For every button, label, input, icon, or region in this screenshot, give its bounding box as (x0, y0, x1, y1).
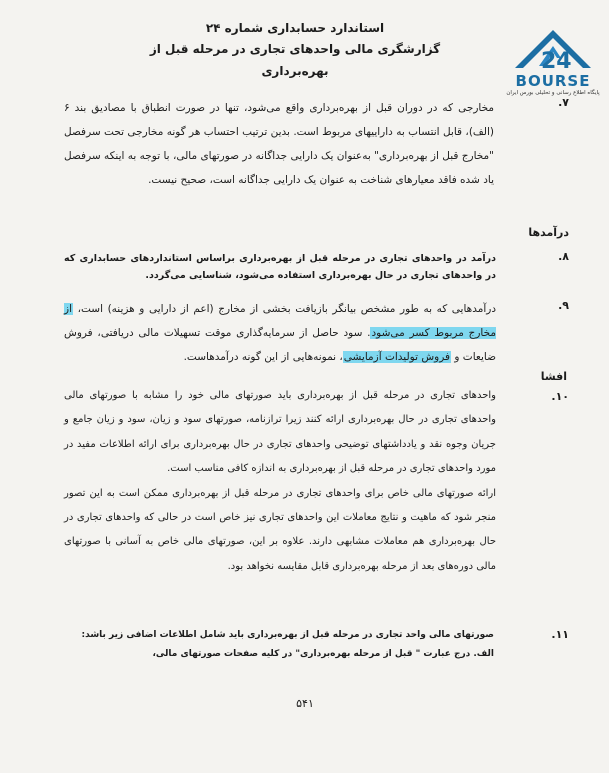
paragraph-11-text: صورتهای مالی واحد تجاری در مرحله قبل از بهره‌برداری باید شامل اطلاعات اضافی زیر باشد: (81, 630, 494, 640)
highlighted-text: فروش تولیدات آزمایشی (343, 351, 451, 363)
page-header (130, 18, 460, 82)
highlighted-text: از مخارج مربوط کسر می‌شود (64, 303, 497, 339)
paragraph-11 (56, 626, 494, 664)
paragraph-8: درآمد در واحدهای تجاری در مرحله قبل از بهره‌برداری براساس استانداردهای حسابداری که در واحدهای تجاری در حال بهره‌برداری استفاده می‌شود، شناسایی می‌گردد. (64, 253, 496, 281)
paragraph-number: ۹. (558, 299, 569, 312)
paragraph-number: ۷. (558, 96, 569, 109)
paragraph-7: مخارجی که در دوران قبل از بهره‌برداری واقع می‌شود، تنها در صورت انطباق با مصادیق بند ۶ (الف)، قابل انتساب به داراییهای مربوط است. بدین ترتیب احتساب هر گونه مخارجی تحت سرفصل "مخارج قبل از بهره‌برداری" به‌عنوان یک دارایی جداگانه در صورتهای مالی، با توجه به اینکه سرفصل یاد شده فاقد معیارهای شناخت به عنوان یک دارایی جداگانه است، صحیح نیست. (64, 102, 494, 186)
paragraph-9-text: ، نمونه‌هایی از این گونه درآمدهاست. (183, 351, 343, 363)
section-heading-revenues: درآمدها (528, 226, 569, 239)
logo-tagline: پایگاه اطلاع رسانی و تحلیلی بورس ایران (506, 90, 600, 96)
logo-wordmark: BOURSE (515, 72, 591, 90)
paragraph-11-item-a: الف. درج عبارت " قبل از مرحله بهره‌برداری" در کلیه صفحات صورتهای مالی، (152, 649, 494, 659)
paragraph-number: ۸. (558, 250, 569, 263)
paragraph-10-part-2: ارائه صورتهای مالی خاص برای واحدهای تجاری در مرحله قبل از بهره‌برداری ممکن است به این تصور منجر شود که ماهیت و نتایج معاملات این واحدهای تجاری نیز خاص است در حالی که واحدهای تجاری در حال بهره‌برداری هم معاملات مشابهی دارند. علاوه بر این، صورتهای مالی خاص به آسانی با صورتهای مالی دوره‌های بعد از مرحله بهره‌برداری قابل مقایسه نخواهد بود. (64, 487, 496, 572)
paragraph-10 (64, 384, 496, 579)
paragraph-9 (64, 297, 496, 369)
paragraph-10-part-1: واحدهای تجاری در مرحله قبل از بهره‌برداری باید صورتهای مالی خود را مشابه با صورتهای مالی واحدهای تجاری در حال بهره‌برداری ارائه کنند زیرا ترازنامه، صورتهای سود و زیان، سود و زیان جامع و جریان وجوه نقد و یادداشتهای توضیحی واحدهای تجاری در حال بهره‌برداری برای ارائه اطلاعات مفید در مورد واحدهای تجاری در مرحله قبل از بهره‌برداری به اندازه کافی مناسب است. (64, 390, 496, 475)
svg-text:24: 24 (541, 49, 572, 74)
paragraph-9-text: . سود حاصل از سرمایه‌گذاری موقت تسهیلات مالی دریافتی، فروش ضایعات و (64, 327, 496, 363)
paragraph-number: ۱۱. (551, 628, 569, 641)
page-subtitle: گزارشگری مالی واحدهای تجاری در مرحله قبل از بهره‌برداری (149, 42, 441, 78)
page-number: ۵۴۱ (296, 697, 314, 710)
paragraph-9-text: درآمدهایی که به طور مشخص بیانگر بازیافت بخشی از مخارج (اعم از دارایی و هزینه) است، (73, 303, 496, 315)
page-title: استاندارد حسابداری شماره ۲۴ (205, 21, 385, 35)
paragraph-number: ۱۰. (551, 390, 569, 403)
section-heading-disclosure: افشا (540, 370, 567, 383)
